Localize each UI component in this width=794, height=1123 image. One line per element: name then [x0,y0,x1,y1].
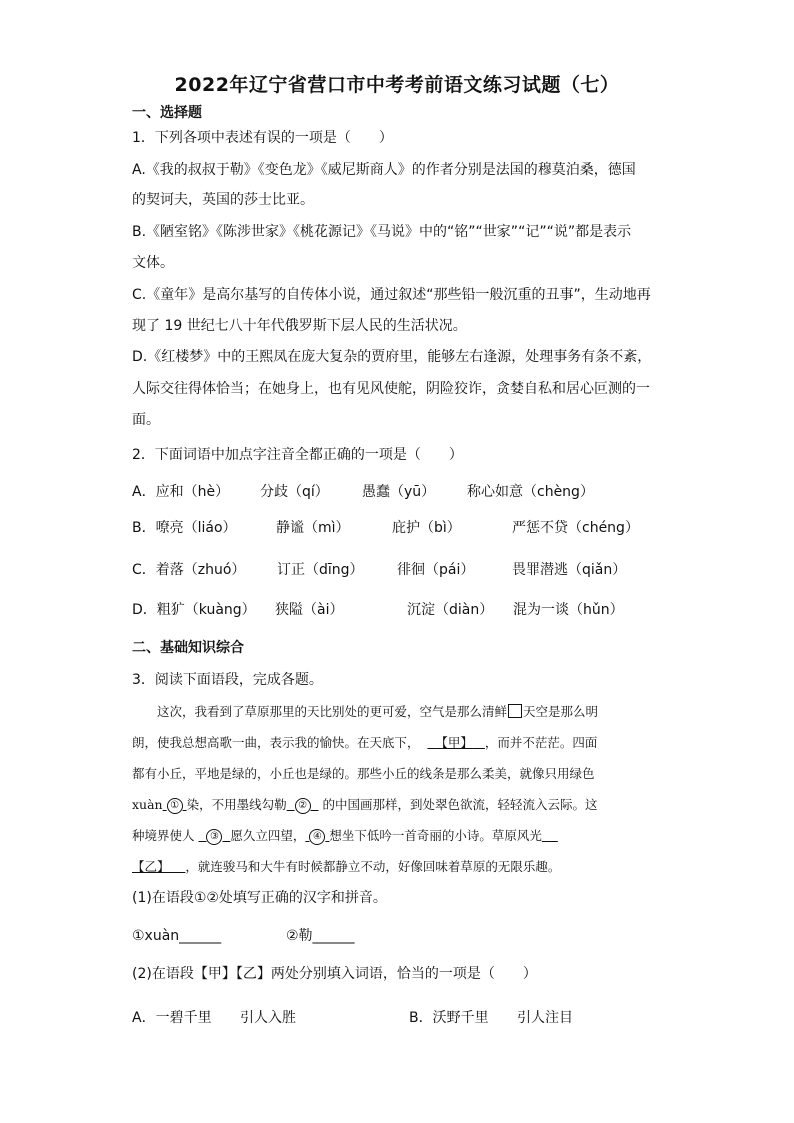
passage-text: 这次，我看到了草原那里的天比别处的更可爱，空气是那么清鲜 [132,704,508,719]
q1-option-d-cont2: 面。 [132,412,160,428]
q2-c-word1: C．着落（zhuó） [132,562,246,578]
q1-option-d: D.《红楼梦》中的王熙凤在庞大复杂的贾府里，能够左右逢源，处理事务有条不紊， [132,349,652,365]
passage-text: 染，不用墨线勾勒 [186,797,287,812]
q1-option-a-cont: 的契诃夫，英国的莎士比亚。 [132,192,314,208]
passage-line-6 [132,857,662,877]
passage-line-3: 都有小丘，平地是绿的，小丘也是绿的。那些小丘的线条是那么柔美，就像只用绿色 [132,766,595,781]
q2-d-word1: D．粗犷（kuàng） [132,602,256,618]
section-heading-choice: 一、选择题 [132,105,202,121]
q3-sub2-option-a-word2: 引人入胜 [240,1010,296,1026]
page-title: 2022年辽宁省营口市中考考前语文练习试题（七） [174,74,620,96]
blank-4 [305,828,329,843]
passage-text: 朗，使我总想高歌一曲，表示我的愉快。在天底下， [132,735,420,750]
pinyin-xuan: xuàn [132,797,163,812]
passage-line-5 [132,826,662,846]
q3-sub2-option-a-word1: A．一碧千里 [132,1010,212,1026]
passage-text: 愿久立四望， [230,828,306,843]
q2-a-word4: 称心如意（chèng） [467,484,594,500]
passage-line-1 [132,702,662,722]
q2-c-word3: 徘徊（pái） [397,562,475,578]
circle-number-1: ① [167,798,183,814]
blank-yi-label: 【乙】 [132,859,170,874]
circle-number-2: ② [295,798,311,814]
passage-text: ，就连骏马和大牛有时候都静立不动，好像回味着草原的无限乐趣。 [185,859,561,874]
q1-option-c: C.《童年》是高尔基写的自传体小说，通过叙述“那些铅一般沉重的丑事”，生动地再 [132,287,651,303]
q2-c-word2: 订正（dīng） [277,562,364,578]
passage-text: 想坐下低吟一首奇丽的小诗。草原风光 [329,828,542,843]
q2-c-word4: 畏罪潜逃（qiǎn） [512,562,627,578]
q1-option-d-cont: 人际交往得体恰当；在她身上，也有见风使舵，阴险狡诈，贪婪自私和居心叵测的一 [132,381,650,397]
passage-text: 的中国画那样，到处翠色欲流，轻轻流入云际。这 [322,797,598,812]
q3-sub1-stem: (1)在语段①②处填写正确的汉字和拼音。 [132,890,387,906]
q3-sub2-stem: (2)在语段【甲】【乙】两处分别填入词语，恰当的一项是（ ） [132,966,537,982]
q2-d-word2: 狭隘（ài） [275,602,344,618]
q2-d-word3: 沉淀（diàn） [407,602,494,618]
passage-text: 天空是那么明 [523,704,599,719]
section-heading-basics: 二、基础知识综合 [132,640,244,656]
blank-jia [427,735,484,750]
q2-b-word2: 静谧（mì） [276,520,350,536]
q3-sub2-option-b-word1: B．沃野千里 [409,1010,489,1026]
q2-b-word4: 严惩不贷（chéng） [512,520,639,536]
q3-sub1-answer-2: ②勒______ [286,928,355,944]
circle-number-4: ④ [309,829,325,845]
blank-2 [287,797,319,812]
circle-number-3: ③ [206,829,222,845]
passage-line-2 [132,733,662,753]
q2-a-word3: 愚蠢（yū） [362,484,436,500]
q2-b-word3: 庇护（bì） [392,520,461,536]
blank-yi-start [542,828,558,843]
q2-d-word4: 混为一谈（hǔn） [513,602,624,618]
q2-a-word2: 分歧（qí） [260,484,329,500]
q1-option-b: B.《陋室铭》《陈涉世家》《桃花源记》《马说》中的“铭”“世家”“记”“说”都是表示 [132,224,632,240]
passage-text: 种境界使人 [132,828,195,843]
q1-stem: 1．下列各项中表述有误的一项是（ ） [132,130,393,146]
blank-yi [132,859,185,874]
blank-box [508,704,522,718]
q2-stem: 2．下面词语中加点字注音全都正确的一项是（ ） [132,447,463,463]
blank-3 [199,828,231,843]
q2-b-word1: B．嘹亮（liáo） [132,520,237,536]
passage-text: ，而并不茫茫。四面 [484,735,598,750]
q3-sub2-option-b-word2: 引人注目 [517,1010,573,1026]
q3-stem: 3．阅读下面语段，完成各题。 [132,672,323,688]
blank-jia-label: 【甲】 [435,735,473,750]
passage-line-4 [132,795,662,815]
q3-sub1-answer-1: ①xuàn______ [132,928,222,944]
q1-option-a: A.《我的叔叔于勒》《变色龙》《威尼斯商人》的作者分别是法国的穆莫泊桑，德国 [132,162,636,178]
q1-option-b-cont: 文体。 [132,255,174,271]
q2-a-word1: A．应和（hè） [132,484,230,500]
blank-1 [163,797,187,812]
q1-option-c-cont: 现了 19 世纪七八十年代俄罗斯下层人民的生活状况。 [132,318,467,334]
